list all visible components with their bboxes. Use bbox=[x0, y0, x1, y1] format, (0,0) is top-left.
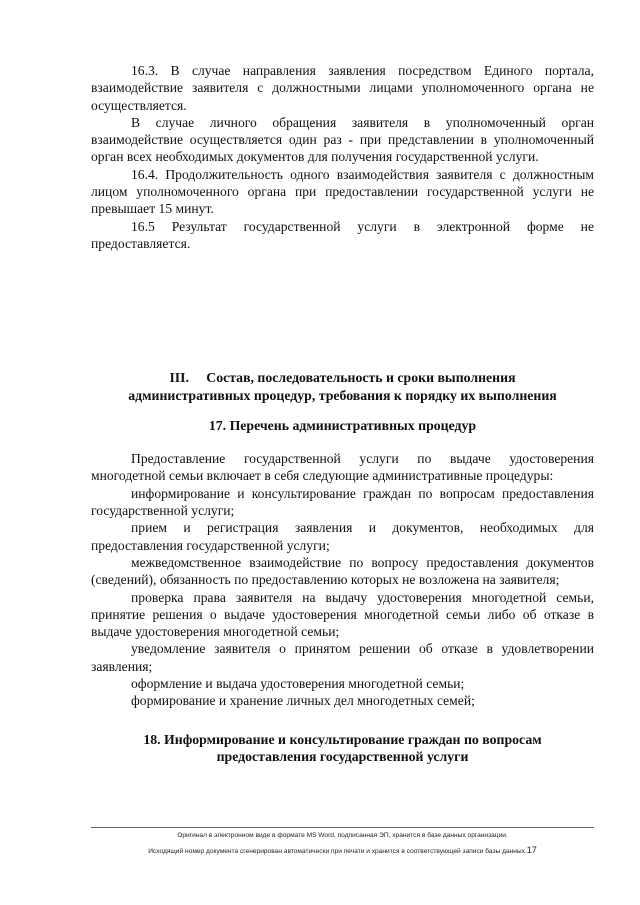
paragraph-personal-appeal: В случае личного обращения заявителя в уполномоченный орган взаимодействие осуществляется один раз - при представлении в уполномоченный орган всех необходимых документов для получения государственной услуги. bbox=[91, 114, 594, 165]
section-18-heading-line1: 18. Информирование и консультирование граждан по вопросам bbox=[143, 731, 542, 747]
list-item-notification: уведомление заявителя о принятом решении об отказе в удовлетворении заявления; bbox=[91, 641, 594, 674]
page-number: 17 bbox=[526, 845, 537, 855]
section-17-heading: 17. Перечень административных процедур bbox=[208, 417, 477, 433]
page-footer bbox=[91, 827, 594, 856]
section-18-heading bbox=[91, 731, 594, 766]
section-3-heading-line1: III. Состав, последовательность и сроки выполнения bbox=[169, 370, 516, 386]
list-item-interagency: межведомственное взаимодействие по вопросу предоставления документов (сведений), обязанность по предоставлению которых не возложена на заявителя; bbox=[91, 554, 594, 588]
footer-number-note bbox=[91, 846, 594, 856]
document-page bbox=[91, 62, 594, 765]
section-18-heading-line2: предоставления государственной услуги bbox=[216, 748, 469, 764]
list-item-records: формирование и хранение личных дел многодетных семей; bbox=[131, 693, 475, 709]
section-3-heading-line2: административных процедур, требования к порядку их выполнения bbox=[128, 387, 557, 403]
paragraph-16-3: 16.3. В случае направления заявления посредством Единого портала, взаимодействие заявителя с должностными лицами уполномоченного органа не осуществляется. bbox=[91, 63, 594, 113]
section-3-heading bbox=[91, 369, 594, 404]
paragraph-16-5: 16.5 Результат государственной услуги в электронной форме не предоставляется. bbox=[91, 218, 594, 251]
list-item-issuance: оформление и выдача удостоверения многодетной семьи; bbox=[131, 676, 465, 692]
blank-space bbox=[91, 252, 594, 367]
paragraph-16-4: 16.4. Продолжительность одного взаимодействия заявителя с должностным лицом уполномоченного органа при предоставлении государственной услуги не превышает 15 минут. bbox=[91, 166, 594, 217]
list-item-verification: проверка права заявителя на выдачу удостоверения многодетной семьи, принятие решения о выдаче удостоверения многодетной семьи либо об отказе в выдаче удостоверения многодетной семьи; bbox=[91, 589, 594, 640]
list-item-reception: прием и регистрация заявления и документов, необходимых для предоставления государственной услуги; bbox=[91, 520, 594, 553]
list-item-informing: информирование и консультирование граждан по вопросам предоставления государственной услуги; bbox=[91, 485, 594, 519]
footer-number-note-text: Исходящий номер документа сгенерирован автоматически при печати и хранится в соответствующей записи базы данных. bbox=[148, 848, 527, 855]
footer-original-note: Оригинал в электронном виде в формате MS Word, подписанная ЭП, хранится в базе данных организации. bbox=[177, 832, 508, 839]
paragraph-17-intro: Предоставление государственной услуги по выдаче удостоверения многодетной семьи включает в себя следующие административные процедуры: bbox=[91, 451, 594, 484]
